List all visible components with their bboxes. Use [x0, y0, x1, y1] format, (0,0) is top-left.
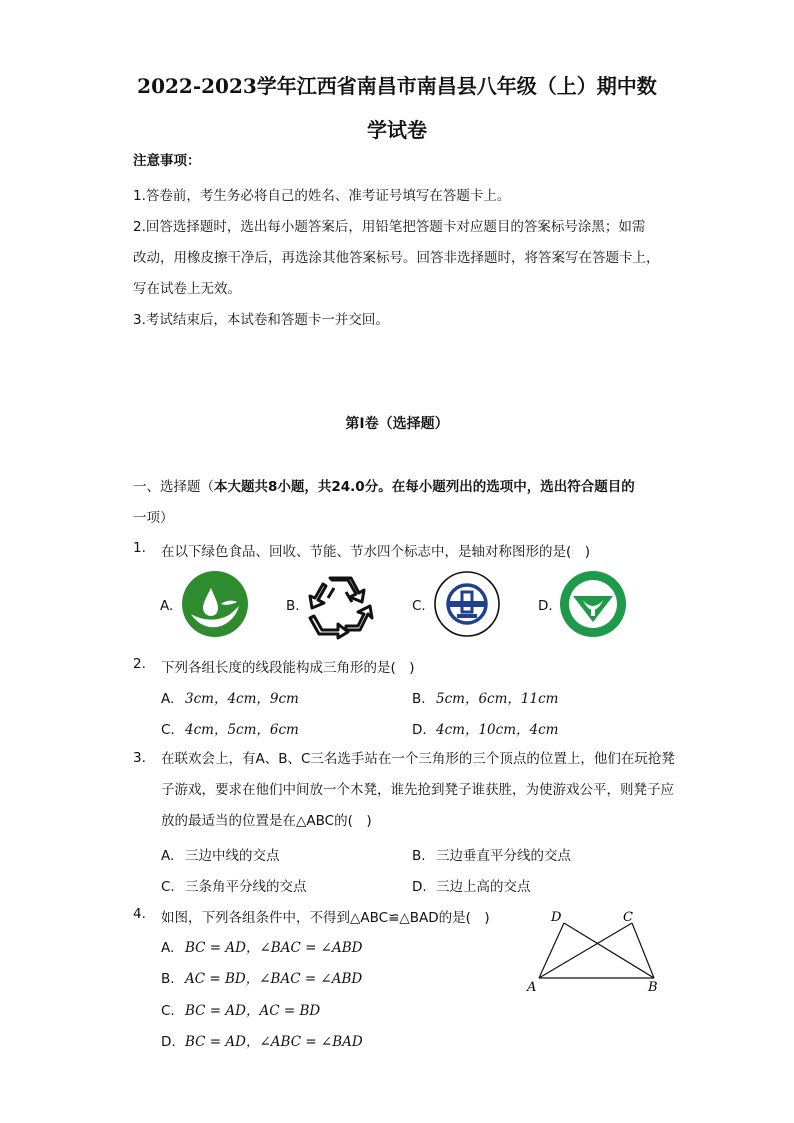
option-b: [161, 967, 362, 987]
option-d: [412, 875, 531, 895]
option-label: A.: [161, 691, 175, 707]
option-b: [412, 844, 571, 864]
segment-ac: [539, 923, 632, 978]
option-label: D.: [412, 722, 427, 738]
option-text: 4cm，10cm，4cm: [436, 722, 559, 738]
option-label: B.: [412, 691, 426, 707]
option-label: D.: [161, 1034, 176, 1050]
option-text: 三边中线的交点: [185, 848, 280, 864]
segment-bd: [564, 923, 654, 978]
question-stem: 在以下绿色食品、回收、节能、节水四个标志中，是轴对称图形的是( ): [161, 544, 591, 560]
option-text: 三边上高的交点: [436, 879, 531, 895]
question-stem: 下列各组长度的线段能构成三角形的是( ): [161, 660, 415, 676]
question-number: 2.: [133, 656, 146, 672]
green-food-logo-icon: [559, 570, 627, 638]
option-label: D.: [412, 879, 427, 895]
point-label-b: B: [648, 980, 658, 995]
option-text: 三条角平分线的交点: [185, 879, 307, 895]
option-label: A.: [161, 848, 175, 864]
option-text: BC = AD，AC = BD: [185, 1003, 321, 1019]
option-label: C.: [161, 1003, 175, 1019]
option-text: 3cm，4cm，9cm: [185, 691, 299, 707]
option-c: [161, 999, 320, 1019]
question-number: 1.: [133, 540, 146, 556]
point-label-a: A: [527, 980, 537, 995]
option-d: [161, 1030, 363, 1050]
question-stem: 如图，下列各组条件中，不得到△ABC≌△BAD的是( ): [161, 910, 490, 926]
option-label: D.: [538, 598, 553, 614]
question-stem: 在联欢会上，有A、B、C三名选手站在一个三角形的三个顶点的位置上，他们在玩抢凳子游戏，要求在他们中间放一个木凳，谁先抢到凳子谁获胜，为使游戏公平，则凳子应放的最适当的位置是在△ABC的( ): [161, 751, 675, 829]
recycle-logo-icon: [306, 572, 374, 640]
segment-ad: [539, 923, 564, 978]
option-label: A.: [161, 940, 175, 956]
section-title: 第I卷（选择题）: [345, 416, 449, 432]
option-label: A.: [160, 598, 174, 614]
notes-block: [133, 150, 673, 336]
water-drop-logo-icon: [181, 570, 249, 638]
point-label-c: C: [623, 910, 633, 925]
option-text: 三边垂直平分线的交点: [436, 848, 571, 864]
question-number: 4.: [133, 906, 146, 922]
question-number: 3.: [133, 750, 146, 766]
segment-bc: [632, 923, 654, 978]
option-c: [161, 718, 299, 738]
option-label: B.: [412, 848, 426, 864]
option-text: AC = BD，∠BAC = ∠ABD: [185, 971, 363, 987]
option-label: B.: [161, 971, 175, 987]
notes-heading: 注意事项：: [133, 153, 201, 169]
option-label: C.: [412, 598, 426, 614]
option-d: [412, 718, 558, 738]
option-text: 5cm，6cm，11cm: [436, 691, 559, 707]
exam-title-line2: 学试卷: [367, 118, 427, 142]
part-prefix: 一、选择题（: [133, 479, 214, 495]
option-text: BC = AD，∠BAC = ∠ABD: [185, 940, 363, 956]
notes-line: 改动，用橡皮擦干净后，再选涂其他答案标号。回答非选择题时，将答案写在答题卡上，: [133, 250, 660, 266]
part-description: 本大题共8小题，共24.0分。在每小题列出的选项中，选出符合题目的: [214, 479, 635, 495]
option-text: BC = AD，∠ABC = ∠BAD: [185, 1034, 363, 1050]
option-b: [412, 687, 558, 707]
point-label-d: D: [551, 910, 562, 925]
triangle-figure: [522, 905, 662, 995]
option-c: [161, 875, 307, 895]
option-text: 4cm，5cm，6cm: [185, 722, 299, 738]
notes-line: 写在试卷上无效。: [133, 281, 241, 297]
exam-title-line1: 2022-2023学年江西省南昌市南昌县八年级（上）期中数: [137, 74, 657, 98]
notes-line: 1.答卷前，考生务必将自己的姓名、准考证号填写在答题卡上。: [133, 188, 511, 204]
option-label: C.: [161, 879, 175, 895]
notes-line: 3.考试结束后，本试卷和答题卡一并交回。: [133, 312, 389, 328]
energy-saving-logo-icon: [433, 570, 501, 638]
option-label: C.: [161, 722, 175, 738]
option-a: [161, 844, 280, 864]
option-a: [161, 687, 299, 707]
notes-line: 2.回答选择题时，选出每小题答案后，用铅笔把答题卡对应题目的答案标号涂黑；如需: [133, 219, 646, 235]
part-heading-line2: 一项）: [133, 510, 174, 526]
part-heading: [133, 478, 673, 540]
option-label: B.: [286, 598, 300, 614]
option-a: [161, 936, 362, 956]
